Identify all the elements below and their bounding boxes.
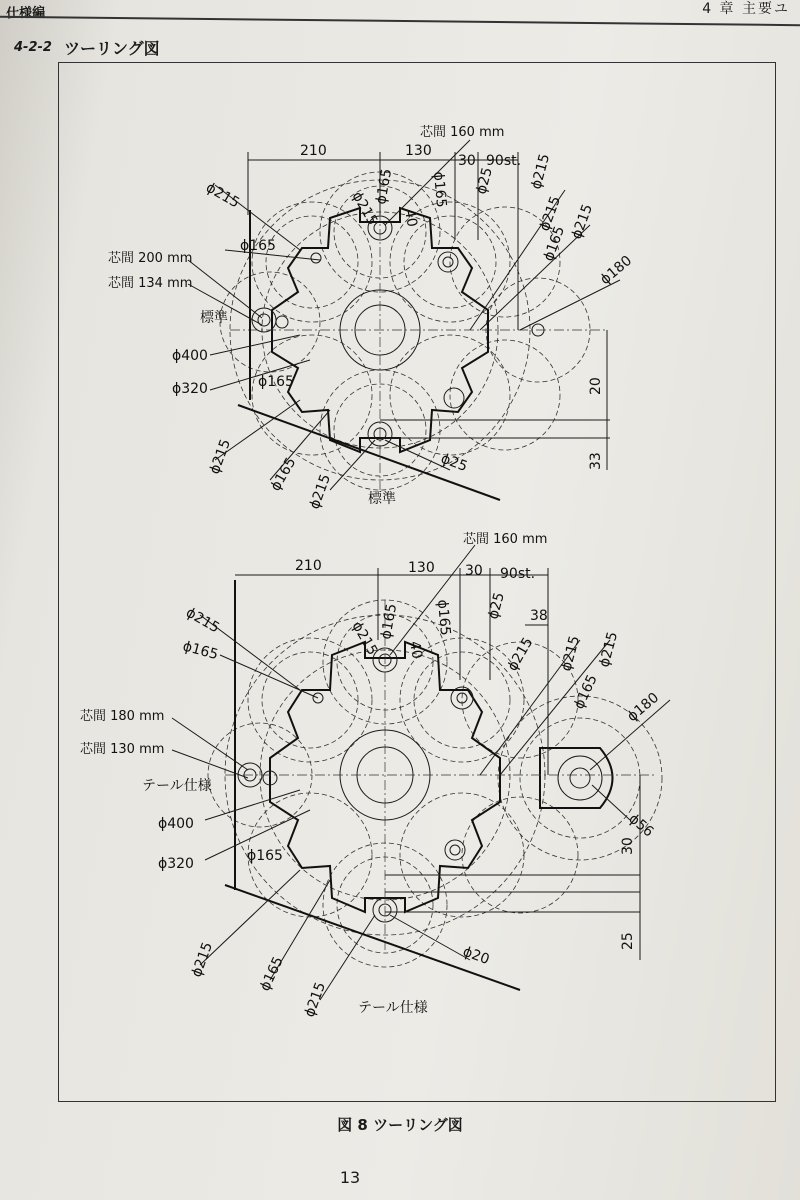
header-section-label: 仕様編 [5, 5, 46, 22]
top-dim-20: 20 [588, 377, 604, 395]
bottom-dim-210: 210 [295, 558, 322, 574]
top-label-phi165-tl: ϕ165 [240, 238, 276, 254]
top-label-standard-bottom: 標準 [368, 491, 396, 507]
top-dim-210: 210 [300, 143, 327, 159]
bottom-label-center160: 芯間 160 mm [463, 532, 548, 547]
top-label-phi215-tl: ϕ215 [203, 179, 243, 212]
top-label-phi215-t: ϕ215 [348, 189, 381, 229]
top-label-phi165-side: ϕ165 [258, 374, 294, 390]
top-dim-130: 130 [405, 143, 432, 159]
bottom-label-phi20: ϕ20 [460, 943, 492, 969]
top-label-phi165-t: ϕ165 [373, 167, 396, 206]
bottom-dim-38: 38 [530, 608, 548, 624]
bottom-label-phi215-tr2: ϕ215 [596, 630, 622, 670]
top-dim-90st: 90st. [486, 153, 522, 169]
bottom-label-center180: 芯間 180 mm [80, 709, 165, 724]
bottom-label-phi56: ϕ56 [625, 810, 657, 841]
bottom-label-40: 40 [406, 639, 425, 661]
top-label-phi165-t2: ϕ165 [430, 170, 450, 209]
top-label-phi165-tr: ϕ165 [540, 224, 569, 264]
bottom-label-phi215-bl: ϕ215 [188, 940, 217, 980]
bottom-dim-90st: 90st. [500, 566, 536, 582]
top-label-phi215-bl: ϕ215 [206, 437, 235, 477]
top-dim-33: 33 [588, 452, 604, 470]
bottom-label-phi25-t: ϕ25 [485, 590, 508, 622]
top-label-phi215-tr3: ϕ215 [568, 202, 597, 242]
bottom-label-center130: 芯間 130 mm [80, 742, 165, 757]
bottom-dim-30v: 30 [620, 837, 636, 855]
bottom-label-phi215-b: ϕ215 [301, 980, 330, 1020]
bottom-label-phi165-t: ϕ165 [378, 602, 401, 641]
section-title: ツーリング図 [64, 39, 160, 58]
top-label-phi400: ϕ400 [172, 348, 208, 364]
top-label-center134: 芯間 134 mm [108, 276, 193, 291]
top-label-phi320: ϕ320 [172, 381, 208, 397]
top-label-40: 40 [401, 207, 420, 229]
bottom-dim-130: 130 [408, 560, 435, 576]
page-number: 13 [339, 1168, 361, 1187]
diagram-top [108, 124, 635, 511]
bottom-label-phi165-b: ϕ165 [257, 954, 287, 994]
bottom-dim-30: 30 [465, 563, 483, 579]
bottom-label-phi215-t3: ϕ215 [504, 634, 537, 674]
section-number: 4-2-2 [14, 40, 52, 55]
bottom-label-phi165-tl: ϕ165 [180, 638, 220, 664]
figure-caption: 図 8 ツーリング図 [337, 1116, 463, 1134]
bottom-label-phi165-side: ϕ165 [247, 848, 283, 864]
bottom-label-phi165-t2: ϕ165 [434, 598, 454, 637]
top-label-standard-left: 標準 [200, 310, 228, 326]
bottom-label-phi400: ϕ400 [158, 816, 194, 832]
bottom-label-tail-bottom: テール仕様 [358, 1000, 428, 1016]
top-label-phi180: ϕ180 [597, 252, 636, 289]
bottom-label-phi215-tr1: ϕ215 [558, 634, 584, 674]
bottom-label-phi215-tl: ϕ215 [183, 604, 223, 637]
top-label-phi215-b: ϕ215 [306, 472, 335, 512]
bottom-label-phi215-t: ϕ215 [348, 619, 381, 659]
top-label-phi25-t: ϕ25 [473, 165, 496, 197]
top-dim-30: 30 [458, 153, 476, 169]
header-chapter-label: 4 章 主要ユ [702, 1, 790, 17]
top-label-phi215-tr2: ϕ215 [536, 194, 565, 234]
bottom-label-phi180: ϕ180 [624, 689, 663, 726]
diagram-bottom [80, 531, 670, 1019]
top-label-phi215-tr1: ϕ215 [528, 152, 554, 192]
top-label-phi165-b: ϕ165 [267, 454, 300, 494]
top-label-center200: 芯間 200 mm [108, 251, 193, 266]
top-label-center160: 芯間 160 mm [420, 125, 505, 140]
top-label-phi25-b: ϕ25 [438, 450, 470, 476]
bottom-label-tail-left: テール仕様 [142, 778, 212, 794]
bottom-label-phi165-tr: ϕ165 [571, 672, 601, 712]
bottom-dim-25v: 25 [620, 932, 636, 950]
bottom-label-phi320: ϕ320 [158, 856, 194, 872]
